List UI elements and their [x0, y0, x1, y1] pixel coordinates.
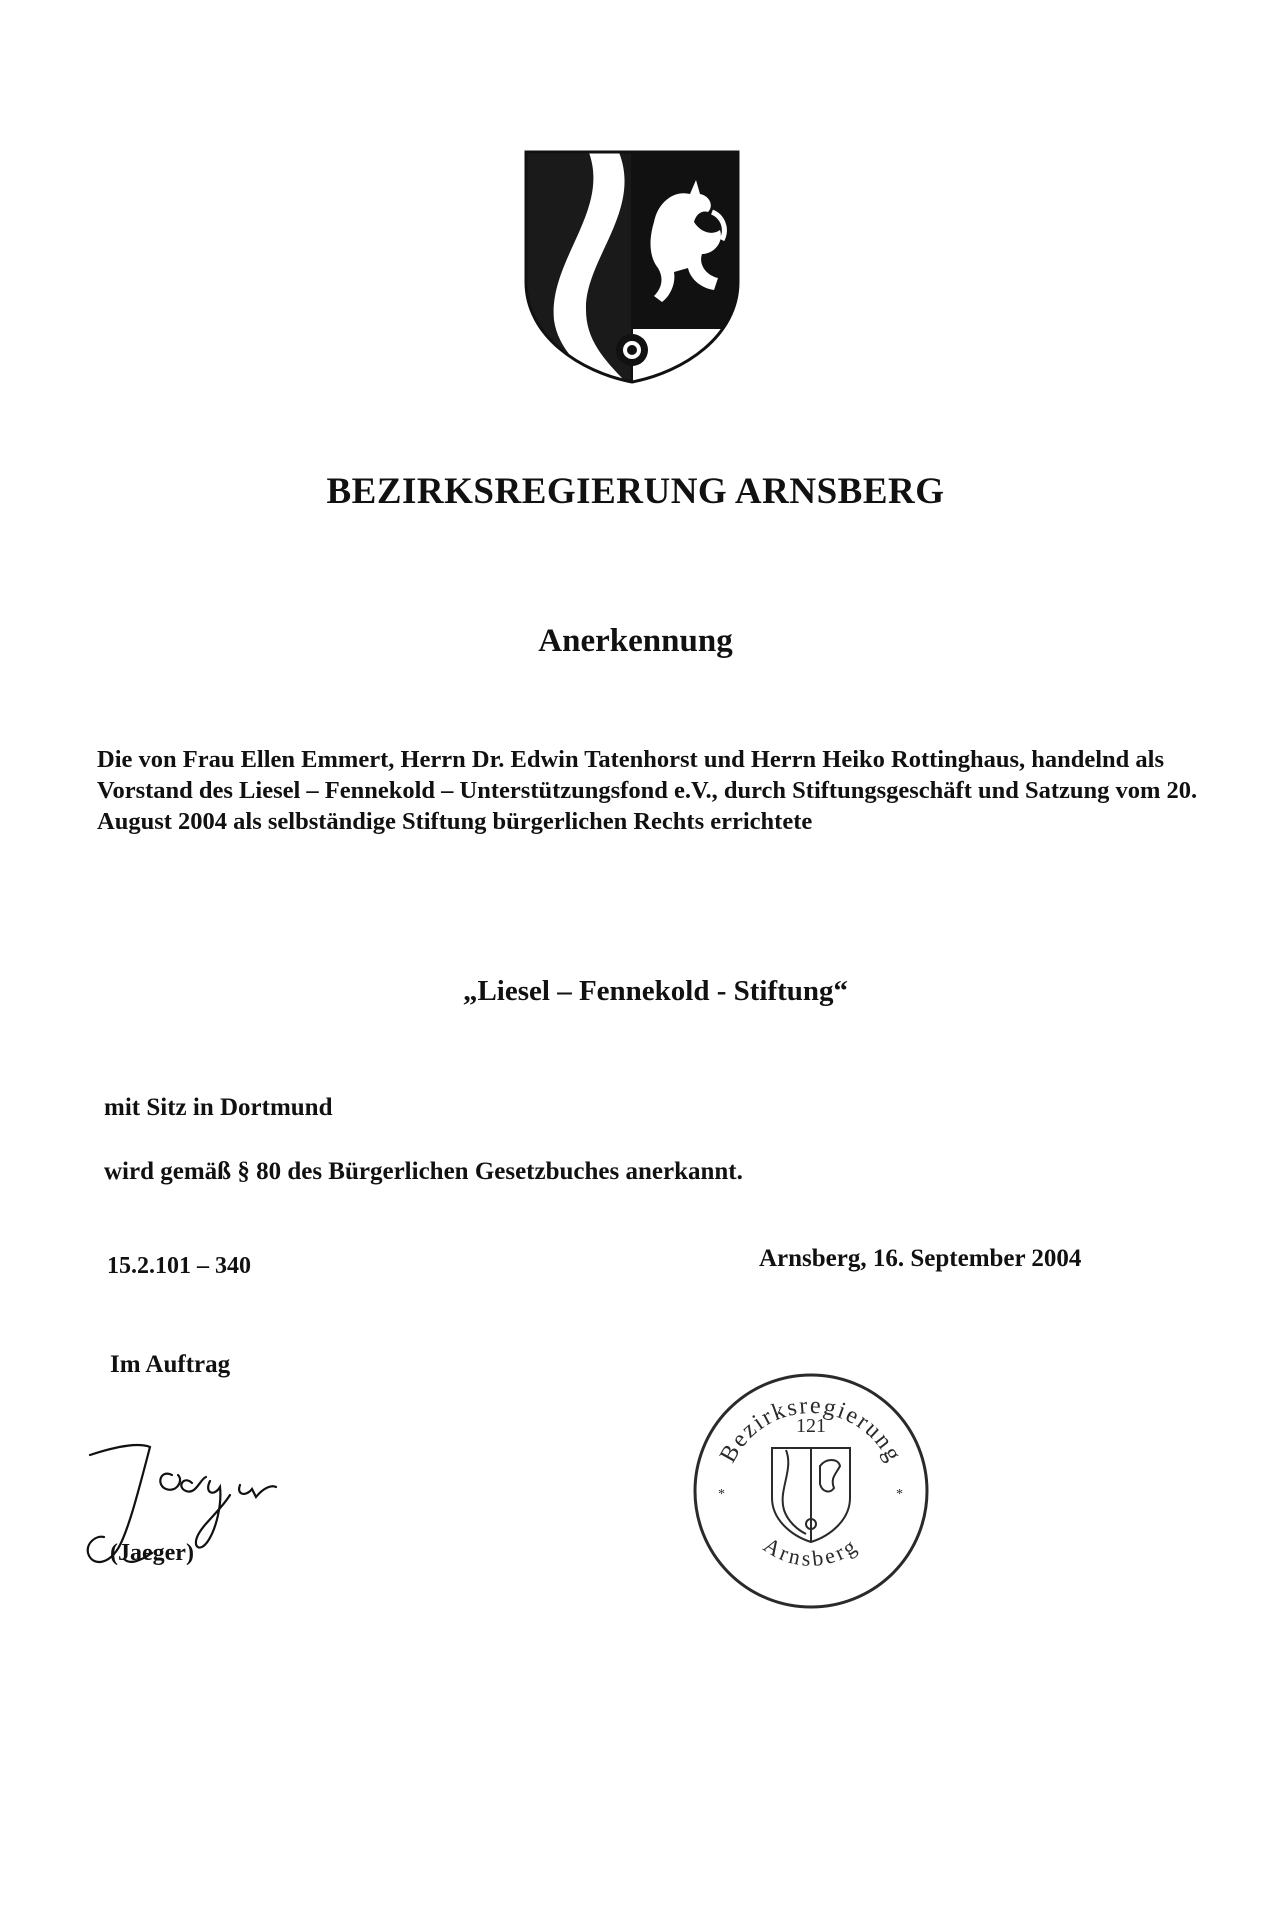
- reference-number: 15.2.101 – 340: [107, 1253, 251, 1279]
- stamp-coat-of-arms-icon: [772, 1448, 850, 1542]
- official-stamp: [690, 1370, 932, 1612]
- stamp-star-left-icon: *: [718, 1487, 725, 1502]
- stamp-number: 121: [796, 1415, 826, 1437]
- authority-heading: BEZIRKSREGIERUNG ARNSBERG: [326, 471, 945, 512]
- seat-statement: mit Sitz in Dortmund: [104, 1094, 333, 1121]
- on-behalf-label: Im Auftrag: [110, 1351, 231, 1378]
- foundation-name: „Liesel – Fennekold - Stiftung“: [462, 975, 849, 1007]
- coat-of-arms-emblem: [524, 150, 740, 384]
- stamp-top-text: Bezirksregierung: [715, 1392, 907, 1468]
- stamp-star-right-icon: *: [896, 1487, 903, 1502]
- place-and-date: Arnsberg, 16. September 2004: [759, 1245, 1082, 1272]
- signer-name: (Jaeger): [110, 1540, 194, 1566]
- recognition-statement: wird gemäß § 80 des Bürgerlichen Gesetzbuches anerkannt.: [104, 1158, 743, 1185]
- rose-icon: [616, 334, 648, 366]
- stamp-bottom-text: Arnsberg: [759, 1532, 863, 1571]
- body-paragraph: Die von Frau Ellen Emmert, Herrn Dr. Edwin Tatenhorst und Herrn Heiko Rottinghaus, handelnd als Vorstand des Liesel – Fennekold – Unterstützungsfond e.V., durch Stiftungsgeschäft und Satzung vom 20. August 2004 als selbständige Stiftung bürgerlichen Rechts errichtete: [97, 746, 1198, 835]
- document-title: Anerkennung: [538, 623, 733, 659]
